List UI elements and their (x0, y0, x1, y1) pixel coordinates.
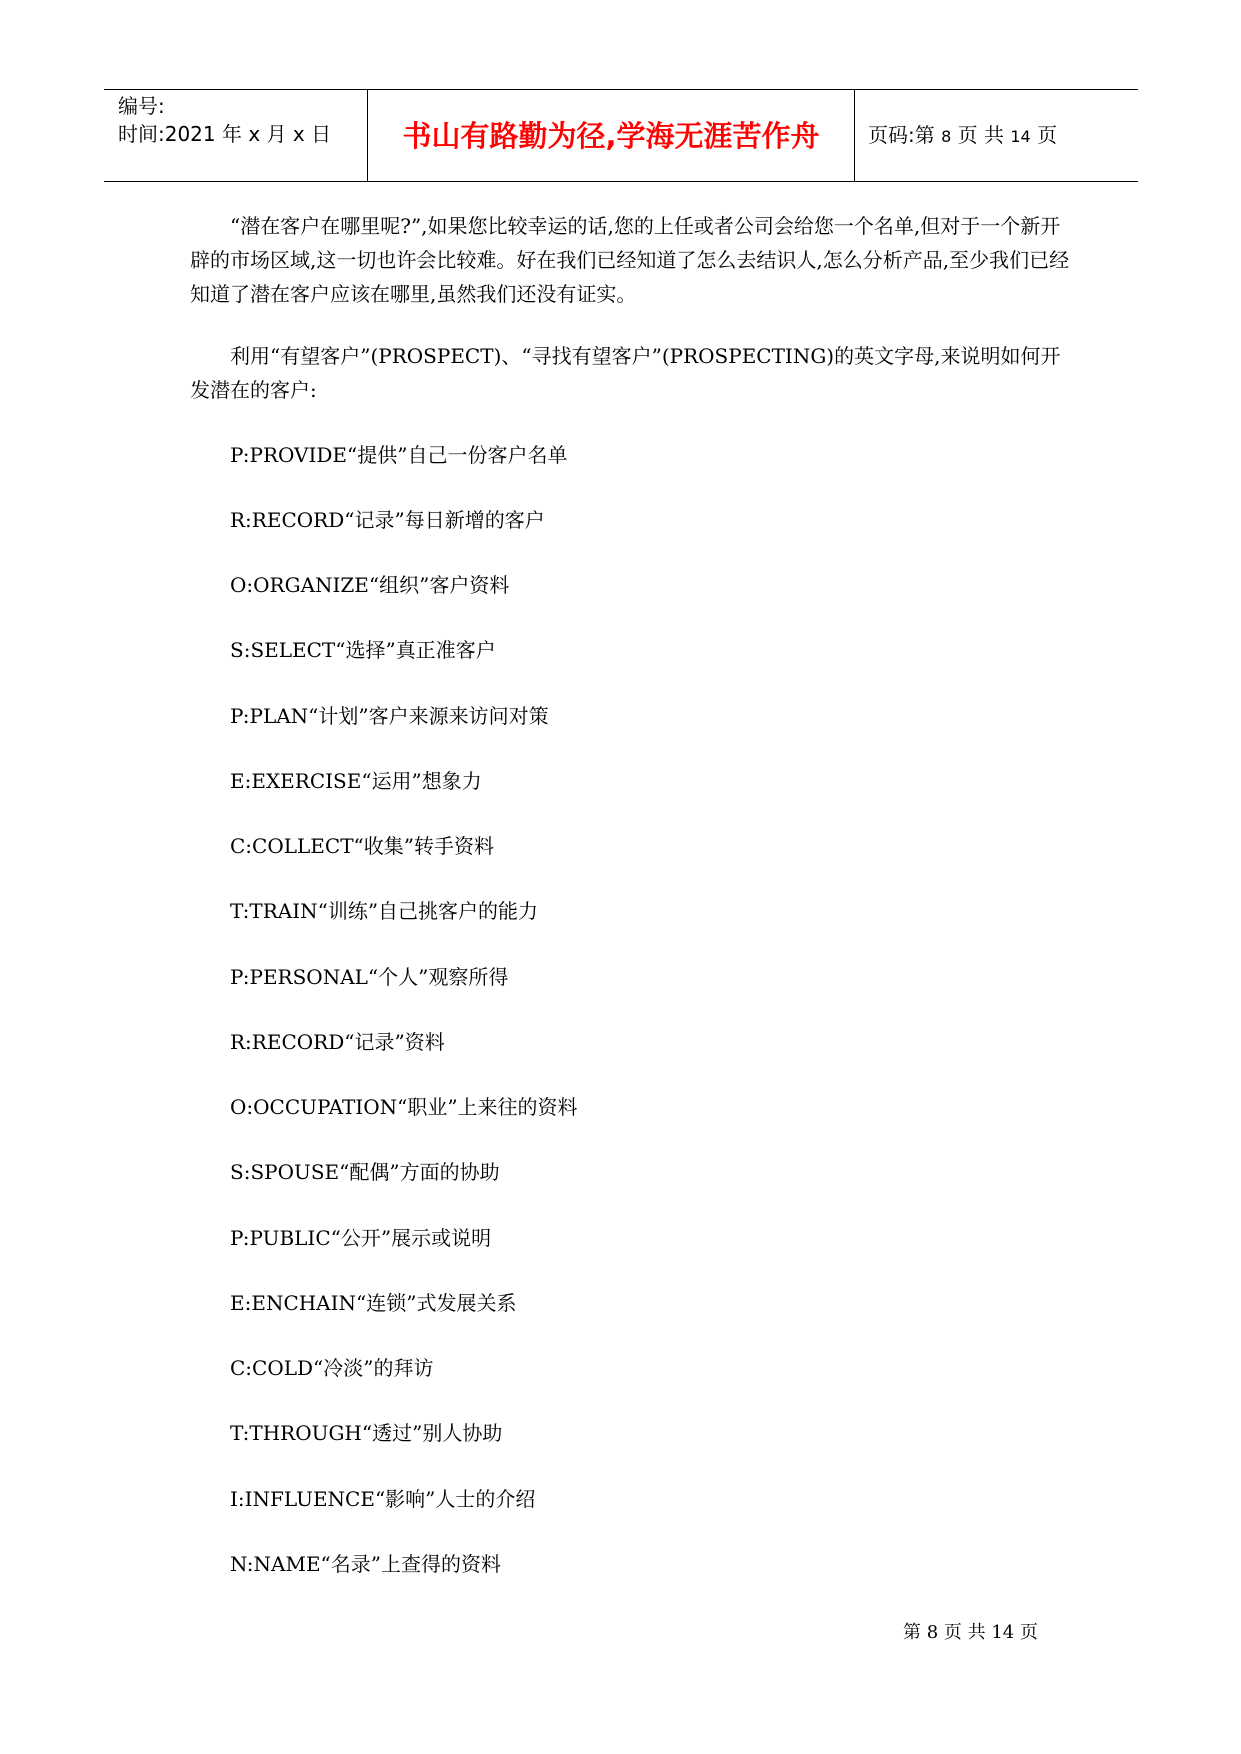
list-item: S:SPOUSE“配偶”方面的协助 (230, 1160, 500, 1184)
list-item: T:TRAIN“训练”自己挑客户的能力 (230, 899, 539, 923)
list-item: P:PLAN“计划”客户来源来访问对策 (230, 704, 549, 728)
header-page-current: 8 (941, 127, 952, 146)
header-motto: 书山有路勤为径,学海无涯苦作舟 (402, 119, 820, 153)
header-divider-left (367, 90, 368, 181)
list-item: P:PROVIDE“提供”自己一份客户名单 (230, 443, 568, 467)
header-page-mid: 页 共 (957, 123, 1005, 147)
list-item: O:OCCUPATION“职业”上来往的资料 (230, 1095, 578, 1119)
page-footer: 第 8 页 共 14 页 (903, 1622, 1038, 1643)
list-item: R:RECORD“记录”资料 (230, 1030, 445, 1054)
body-paragraph: 利用“有望客户”(PROSPECT)、“寻找有望客户”(PROSPECTING)的英文字母,来说明如何开发潜在的客户: (190, 344, 1061, 402)
body-paragraph: “潜在客户在哪里呢?”,如果您比较幸运的话,您的上任或者公司会给您一个名单,但对于一个新开辟的市场区域,这一切也许会比较难。好在我们已经知道了怎么去结识人,怎么分析产品,至少我们已经知道了潜在客户应该在哪里,虽然我们还没有证实。 (190, 214, 1070, 306)
list-item: O:ORGANIZE“组织”客户资料 (230, 573, 510, 597)
list-item: E:ENCHAIN“连锁”式发展关系 (230, 1291, 517, 1315)
list-item: T:THROUGH“透过”别人协助 (230, 1421, 503, 1445)
list-item: E:EXERCISE“运用”想象力 (230, 769, 482, 793)
list-item: P:PERSONAL“个人”观察所得 (230, 965, 509, 989)
header-divider-right (854, 90, 855, 181)
list-item: C:COLLECT“收集”转手资料 (230, 834, 494, 858)
document-time-label: 时间:2021 年 x 月 x 日 (118, 122, 332, 146)
header-page-total: 14 (1010, 127, 1031, 146)
header-page-indicator (868, 121, 1057, 151)
list-item: S:SELECT“选择”真正准客户 (230, 638, 496, 662)
header-meta (118, 92, 331, 148)
list-item: N:NAME“名录”上查得的资料 (230, 1552, 501, 1576)
list-item: C:COLD“冷淡”的拜访 (230, 1356, 434, 1380)
header-page-prefix: 页码:第 (868, 123, 935, 147)
list-item: I:INFLUENCE“影响”人士的介绍 (230, 1487, 536, 1511)
list-item: P:PUBLIC“公开”展示或说明 (230, 1226, 492, 1250)
document-number-label: 编号: (118, 94, 165, 118)
list-item: R:RECORD“记录”每日新增的客户 (230, 508, 545, 532)
header-page-suffix: 页 (1037, 123, 1058, 147)
page-header (104, 89, 1138, 182)
